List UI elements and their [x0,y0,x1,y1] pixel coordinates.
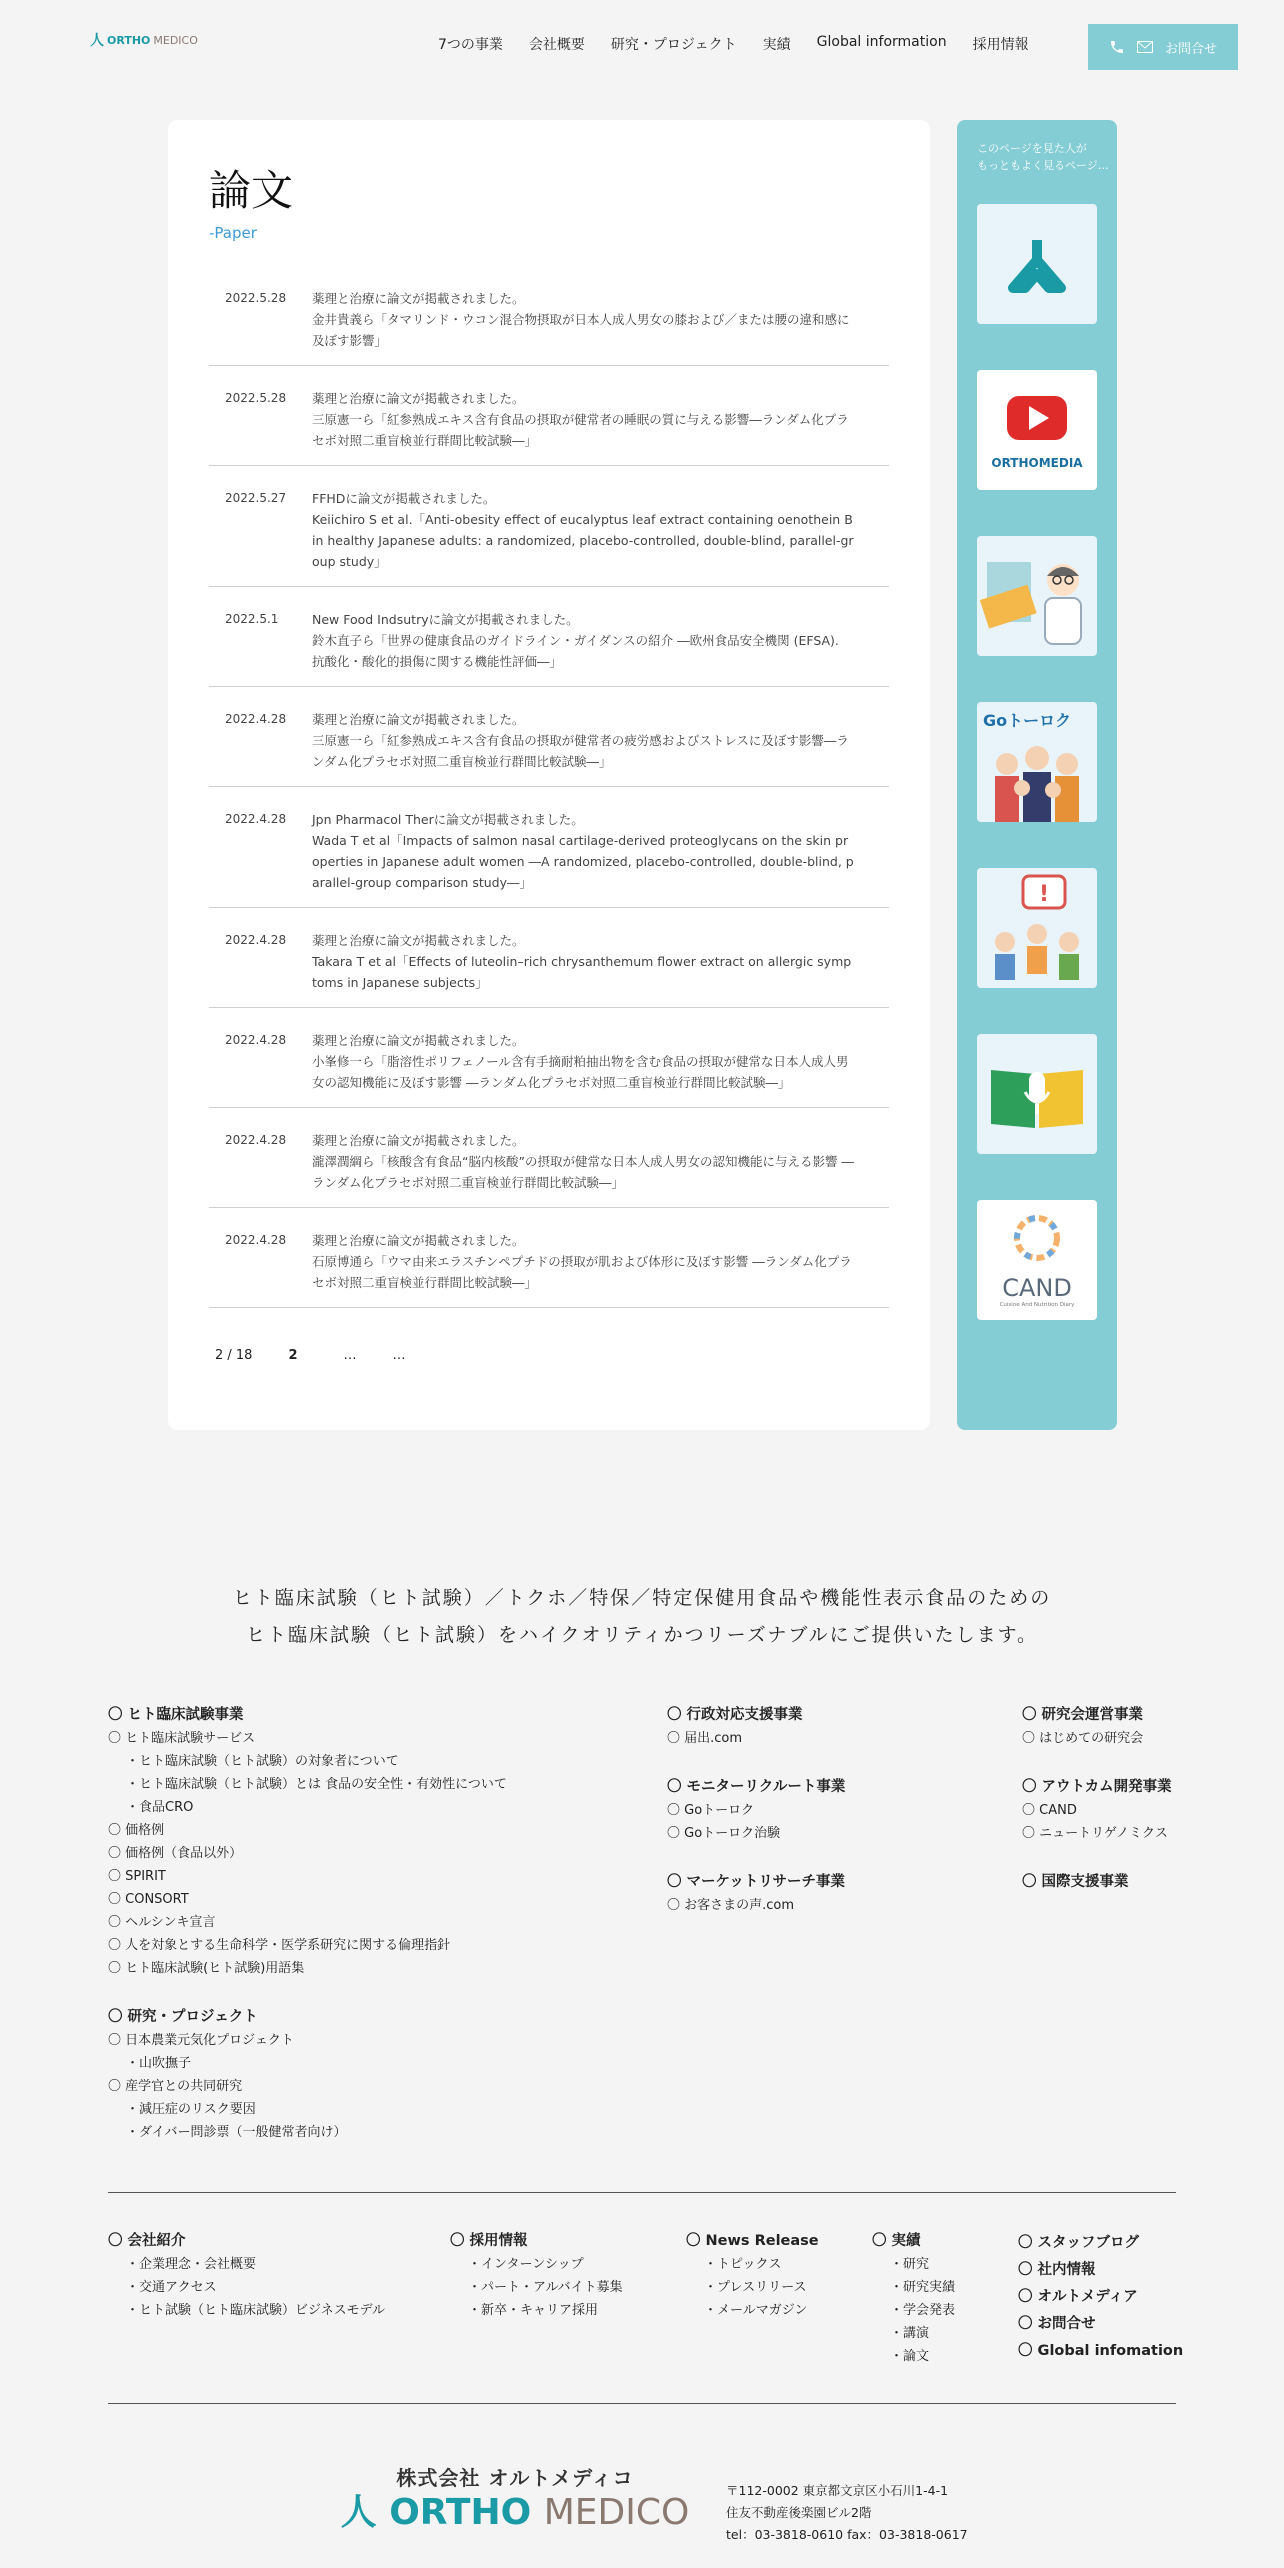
sitemap-heading-monitor[interactable]: 〇 モニターリクルート事業 [667,1779,846,1795]
tagline-line-2: ヒト臨床試験（ヒト試験）をハイクオリティかつリーズナブルにご提供いたします。 [245,1624,1039,1646]
pager-status: 2 / 18 [215,1348,253,1363]
address-line-2: 住友不動産後楽園ビル2階 [726,2505,872,2520]
nav-seven-businesses[interactable]: 7つの事業 [438,37,503,53]
paper-list [209,288,889,1330]
link-item[interactable]: 〇 届出.com [667,1731,743,1746]
link-item[interactable]: ・インターンシップ [468,2257,584,2272]
paper-date: 2022.5.27 [225,491,287,505]
address-line-3: tel：03-3818-0610 fax：03-3818-0617 [726,2527,968,2542]
paper-description: FFHDに論文が掲載されました。 Keiichiro S et al.「Anti-obesity effect of eucalyptus leaf extract containing oenothein B in healthy Japanese adults: a randomized, placebo-controlled, double-blind, parallel-group study」 [312,491,854,569]
link-item[interactable]: ・交通アクセス [126,2280,217,2295]
paper-row[interactable] [209,809,889,908]
paper-row[interactable] [209,1130,889,1208]
footer-misc-link[interactable]: 〇 スタッフブログ [1018,2235,1140,2251]
link-item[interactable]: 〇 価格例（食品以外） [108,1846,243,1861]
paper-description: 薬理と治療に論文が掲載されました。 小峯修一ら「脂溶性ポリフェノール含有手摘耐粕抽出物を含む食品の摂取が健常な日本人成人男女の認知機能に及ぼす影響 ―ランダム化プラセボ対照二重盲検並行群間比較試験―」 [312,1033,849,1090]
link-item[interactable]: 〇 はじめての研究会 [1022,1731,1144,1746]
footer-heading-company[interactable]: 〇 会社紹介 [108,2233,186,2249]
link-item[interactable]: ・ヒト臨床試験（ヒト試験）とは 食品の安全性・有効性について [126,1777,507,1792]
logo-mark-icon: 人 [90,33,104,49]
pager-more-1[interactable]: … [343,1348,357,1363]
paper-row[interactable] [209,930,889,1008]
nav-results[interactable]: 実績 [762,37,791,53]
banner-gotouroku-label: Goトーロク [983,711,1072,730]
footer-col-misc [1018,2230,1188,2365]
link-item[interactable]: 〇 ヘルシンキ宣言 [108,1915,216,1930]
link-item[interactable]: ・研究 [890,2257,930,2272]
related-caption: このページを見た人が もっともよく見るページ… [977,142,1109,172]
link-item[interactable]: ・ダイバー問診票（一般健常者向け） [126,2125,347,2140]
link-item[interactable]: 〇 SPIRIT [108,1869,166,1884]
link-item[interactable]: ・企業理念・会社概要 [126,2257,257,2272]
footer-heading-recruit[interactable]: 〇 採用情報 [450,2233,528,2249]
address-line-1: 〒112-0002 東京都文京区小石川1-4-1 [726,2483,949,2498]
banner-cand[interactable] [977,1200,1097,1320]
sitemap-col-1 [108,1704,668,2144]
link-item[interactable]: ・論文 [890,2349,930,2364]
link-item[interactable]: ・学会発表 [890,2303,956,2318]
banner-book-mic[interactable] [977,1034,1097,1154]
link-item[interactable]: ・ヒト試験（ヒト臨床試験）ビジネスモデル [126,2303,385,2318]
site-logo[interactable] [90,30,198,50]
paper-description: Jpn Pharmacol Therに論文が掲載されました。 Wada T et al「Impacts of salmon nasal cartilage-derived proteoglycans on the skin properties in Japanese adult women ―A randomized, placebo-controlled, double-blind, parallel-group comparison study―」 [312,812,854,890]
link-item[interactable]: 〇 ヒト臨床試験サービス [108,1731,256,1746]
link-item[interactable]: ・新卒・キャリア採用 [468,2303,599,2318]
contact-button[interactable] [1088,24,1238,70]
link-item[interactable]: 〇 Goトーロク [667,1803,755,1818]
sitemap-col-2 [667,1704,967,1917]
ortho-logo-icon [977,204,1097,324]
footer-misc-link[interactable]: 〇 お問合せ [1018,2316,1096,2332]
sitemap-heading-clinical[interactable]: 〇 ヒト臨床試験事業 [108,1707,244,1723]
sitemap-heading-global[interactable]: 〇 国際支援事業 [1022,1874,1129,1890]
pagination [215,1348,442,1363]
banner-discussion[interactable] [977,868,1097,988]
link-item[interactable]: ・トピックス [704,2257,782,2272]
banner-orthomedia-label: ORTHOMEDIA [991,456,1083,470]
footer-col-results [872,2230,1002,2368]
nav-recruit[interactable]: 採用情報 [972,37,1029,53]
corp-name: 株式会社 オルトメディコ [396,2466,634,2490]
banner-ortho-logo[interactable] [977,204,1097,324]
link-item[interactable]: ・山吹撫子 [126,2056,192,2071]
site-header [0,0,1284,90]
link-item[interactable]: 〇 産学官との共同研究 [108,2079,243,2094]
corp-address [726,2480,968,2546]
paper-date: 2022.4.28 [225,712,287,726]
paper-date: 2022.4.28 [225,1133,287,1147]
discussion-icon [977,868,1097,988]
sitemap-col-3 [1022,1704,1222,1894]
link-item[interactable]: 〇 ヒト臨床試験(ヒト試験)用語集 [108,1961,305,1976]
paper-description: 薬理と治療に論文が掲載されました。 瀧澤潤綱ら「核酸含有食品“脳内核酸”の摂取が健常な日本人成人男女の認知機能に与える影響 ―ランダム化プラセボ対照二重盲検並行群間比較試験―」 [312,1133,854,1190]
paper-row[interactable] [209,1230,889,1308]
sitemap-heading-society[interactable]: 〇 研究会運営事業 [1022,1707,1144,1723]
footer-misc-link[interactable]: 〇 オルトメディア [1018,2289,1138,2305]
phone-icon [1109,39,1125,55]
link-item[interactable]: 〇 CONSORT [108,1892,189,1907]
banner-researcher[interactable] [977,536,1097,656]
paper-row[interactable] [209,1030,889,1108]
nav-company[interactable]: 会社概要 [528,37,585,53]
link-item[interactable]: ・メールマガジン [704,2303,808,2318]
paper-description: 薬理と治療に論文が掲載されました。 三原憲一ら「紅参熟成エキス含有食品の摂取が健常者の疲労感およびストレスに及ぼす影響―ランダム化プラセボ対照二重盲検並行群間比較試験―」 [312,712,849,769]
link-item[interactable]: ・研究実績 [890,2280,956,2295]
link-item[interactable]: 〇 お客さまの声.com [667,1898,795,1913]
paper-description: 薬理と治療に論文が掲載されました。 Takara T et al「Effects of luteolin–rich chrysanthemum flower extract on allergic symptoms in Japanese subjects」 [312,933,852,990]
svg-text:!: ! [1039,882,1050,907]
link-item[interactable]: 〇 ニュートリゲノミクス [1022,1826,1168,1841]
researcher-icon [977,536,1097,656]
paper-date: 2022.4.28 [225,933,287,947]
sitemap-heading-research[interactable]: 〇 研究・プロジェクト [108,2009,258,2025]
sitemap-heading-admin[interactable]: 〇 行政対応支援事業 [667,1707,803,1723]
paper-row[interactable] [209,488,889,587]
banner-cand-sub: Cuisine And Nutrition Diary [999,1302,1075,1308]
corp-logo-mark-icon: 人 [340,2492,377,2533]
paper-description: 薬理と治療に論文が掲載されました。 石原博通ら「ウマ由来エラスチンペプチドの摂取が肌および体形に及ぼす影響 ―ランダム化プラセボ対照二重盲検並行群間比較試験―」 [312,1233,852,1290]
paper-description: New Food Indsutryに論文が掲載されました。 鈴木直子ら「世界の健康食品のガイドライン・ガイダンスの紹介 ―欧州食品安全機関 (EFSA). 抗酸化・酸化的損傷に関する機能性評価―」 [312,612,839,669]
link-item[interactable]: 〇 日本農業元気化プロジェクト [108,2033,294,2048]
footer-col-company [108,2230,438,2322]
paper-date: 2022.4.28 [225,1233,287,1247]
banner-cand-label: CAND [1002,1274,1072,1302]
page-subtitle: -Paper [209,224,257,242]
link-item[interactable]: ・プレスリリース [704,2280,807,2295]
paper-row[interactable] [209,609,889,687]
footer-heading-results[interactable]: 〇 実績 [872,2233,921,2249]
main-nav [438,34,1029,54]
paper-description: 薬理と治療に論文が掲載されました。 金井貴義ら「タマリンド・ウコン混合物摂取が日本人成人男女の膝および／または腰の違和感に及ぼす影響」 [312,291,850,348]
footer-heading-news[interactable]: 〇 News Release [686,2233,819,2249]
link-item[interactable]: 〇 CAND [1022,1803,1077,1818]
link-item[interactable]: ・パート・アルバイト募集 [468,2280,623,2295]
footer-misc-link[interactable]: 〇 社内情報 [1018,2262,1096,2278]
youtube-play-icon [977,370,1097,490]
corp-logo-ortho: ORTHO [389,2492,532,2533]
tagline-line-1: ヒト臨床試験（ヒト試験）／トクホ／特保／特定保健用食品や機能性表示食品のための [232,1587,1052,1609]
paper-row[interactable] [209,288,889,366]
link-item[interactable]: 〇 Goトーロク治験 [667,1826,781,1841]
footer-col-news [686,2230,866,2322]
paper-date: 2022.5.28 [225,291,287,305]
pager-more-2[interactable]: … [392,1348,406,1363]
link-item[interactable]: ・食品CRO [126,1800,194,1815]
paper-date: 2022.5.28 [225,391,287,405]
banner-orthomedia[interactable] [977,370,1097,490]
paper-list-card [168,120,930,1430]
logo-medico-text: MEDICO [153,33,198,47]
pager-current-page[interactable]: 2 [288,1348,298,1363]
paper-row[interactable] [209,709,889,787]
footer-misc-link[interactable]: 〇 Global infomation [1018,2343,1184,2359]
paper-date: 2022.4.28 [225,1033,287,1047]
paper-date: 2022.5.1 [225,612,279,626]
paper-description: 薬理と治療に論文が掲載されました。 三原憲一ら「紅参熟成エキス含有食品の摂取が健常者の睡眠の質に与える影響―ランダム化プラセボ対照二重盲検並行群間比較試験―」 [312,391,849,448]
contact-label: お問合せ [1164,41,1217,57]
link-item[interactable]: ・減圧症のリスク要因 [126,2102,256,2117]
corp-logo-medico: MEDICO [543,2492,690,2533]
link-item[interactable]: ・ヒト臨床試験（ヒト試験）の対象者について [126,1754,399,1769]
logo-ortho-text: ORTHO [107,33,151,47]
sitemap-heading-market[interactable]: 〇 マーケットリサーチ事業 [667,1874,846,1890]
paper-date: 2022.4.28 [225,812,287,826]
link-item[interactable]: 〇 価格例 [108,1823,165,1838]
tagline [0,1580,1284,1654]
related-pages-panel [957,120,1117,1430]
nav-global[interactable]: Global information [816,34,947,50]
sitemap-heading-outcome[interactable]: 〇 アウトカム開発事業 [1022,1779,1172,1795]
link-item[interactable]: 〇 人を対象とする生命科学・医学系研究に関する倫理指針 [108,1938,451,1953]
link-item[interactable]: ・講演 [890,2326,930,2341]
paper-row[interactable] [209,388,889,466]
corporate-logo-block [335,2462,695,2535]
footer-col-recruit [450,2230,670,2322]
mail-icon [1137,41,1153,53]
footer-divider-bottom [108,2403,1176,2404]
corp-logo[interactable] [335,2491,695,2535]
page-title: 論文 [209,166,294,215]
book-mic-icon [977,1034,1097,1154]
footer-divider-top [108,2192,1176,2193]
banner-gotouroku[interactable] [977,702,1097,822]
nav-research[interactable]: 研究・プロジェクト [610,37,737,53]
